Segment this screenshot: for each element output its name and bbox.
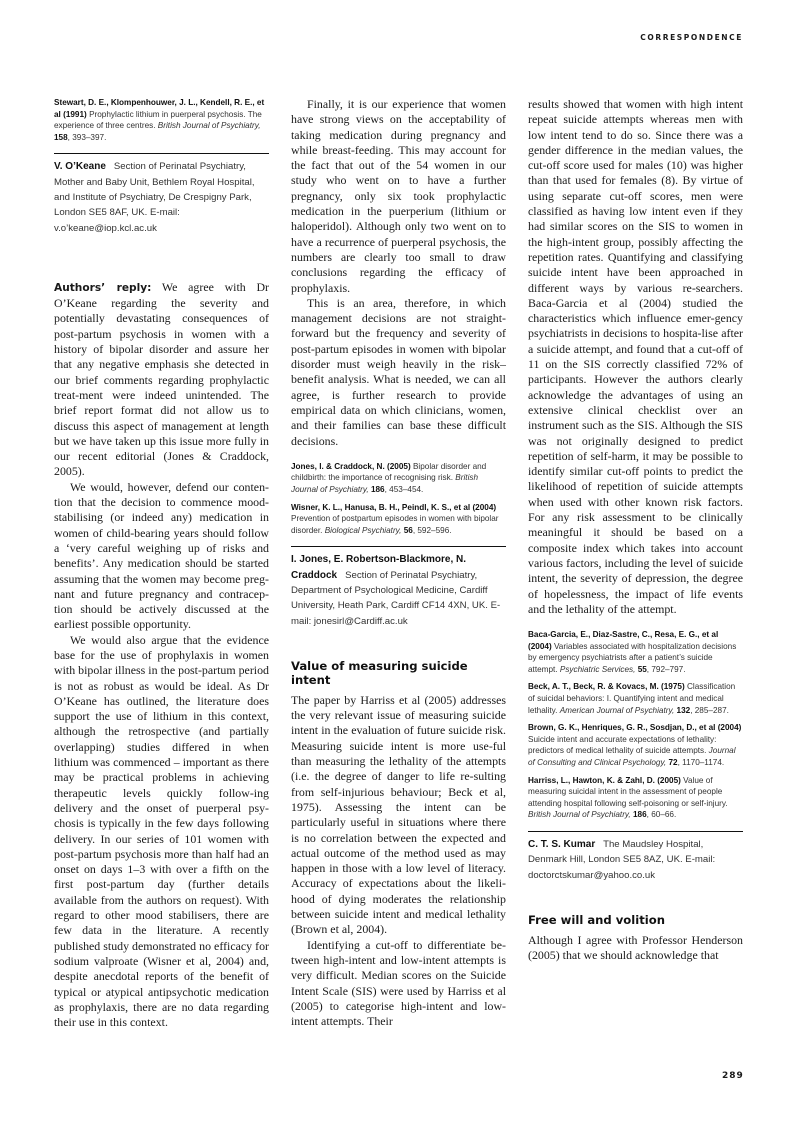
author-signature-jones [291,546,506,628]
ref-pages: , 792–797. [646,664,686,674]
ref-authors: Wisner, K. L., Hanusa, B. H., Peindl, K. S., et al (2004) [291,502,497,512]
column-1 [54,97,269,1030]
authors-reply-paragraph [54,280,269,480]
paragraph: Although I agree with Professor Henderson (2005) that we should acknowledge that [528,932,743,963]
paragraph: Finally, it is our experience that women have strong views on the acceptability of taking medication during pregnancy and while breast-feeding. This may account for the fact that out of the 54 women in our study who went on to have a further pregnancy, only six took prophylactic medication in the puerperium (lithium or haloperidol). Although only two went on to have a recurrence of puerperal psychosis, the numbers are clearly too small to draw conclusions regarding the efficacy of prophylaxis. [291,97,506,295]
section-heading: Value of measuring suicide intent [291,658,468,687]
ref-title: Variables associated with hospitalization decisions by emergency psychiatrists after a patient’s suicide attempt. [528,641,737,674]
reference-beck [528,681,743,716]
ref-authors: Harriss, L., Hawton, K. & Zahl, D. (2005) [528,775,681,785]
ref-title: Prevention of postpartum episodes in women with bipolar disorder. [291,514,499,535]
reference-stewart [54,97,269,143]
ref-pages: , 285–287. [690,705,729,715]
ref-title: Suicide intent and accurate expectations of lethality: predictors of medical lethality of suicide attempts. [528,734,717,756]
author-signature-okeane [54,153,269,235]
ref-title: Prophylactic lithium in puerperal psychosis. The experience of three centres. [54,109,262,131]
reference-jones [291,461,506,496]
ref-journal: Journal of Consulting and Clinical Psychology, [528,746,736,768]
ref-pages: , 60–66. [646,810,677,820]
ref-journal: British Journal of Psychiatry, [157,121,261,131]
ref-authors: Baca-Garcia, E., Diaz-Sastre, C., Resa, E. G., et al (2004) [528,630,719,651]
paragraph: The paper by Harriss et al (2005) addresses the very relevant issue of measuring suicide intent in the evaluation of future suicide risk. Measuring suicide intent is more use-ful than measuring the lethality of the attempts (i.e. the degree of danger to life re-sulting from self-injurious behaviour; Beck et al, 1975). Assessing the intent can be particularly useful in situations where there is no correlation between the expected and actual outcome of the method used as may happen in those with a low level of literacy. Accuracy of expectations about the likeli-hood of dying moderates the relationship between suicide intent and medical lethality (Brown et al, 2004). [291,692,506,937]
paragraph: This is an area, therefore, in which management decisions are not straight-forward but the frequency and severity of post-partum episodes in women with bipolar disorder must weigh heavily in the risk–benefit analysis. What is needed, we can all agree, is further research to provide empirical data on which clinicians, women, and their families can base these difficult decisions. [291,295,506,448]
ref-volume: 186 [632,810,647,820]
column-3 [528,97,743,963]
ref-journal: British Journal of Psychiatry, [528,810,631,820]
ref-volume: 72 [668,758,678,768]
ref-volume: 55 [637,664,647,674]
ref-pages: , 453–454. [384,485,424,495]
ref-pages: , 393–397. [67,132,107,142]
column-2 [291,97,506,1029]
ref-authors: Beck, A. T., Beck, R. & Kovacs, M. (1975) [528,682,685,692]
reference-baca-garcia [528,629,743,675]
reply-lead: Authors’ reply: [54,281,152,294]
ref-title: Classification of suicidal behaviors: I. Quantifying intent and medical lethality. [528,682,736,715]
reference-wisner [291,502,506,537]
ref-pages: , 592–596. [412,525,452,535]
ref-title: Value of measuring suicidal intent in the assessment of people attending hospital following self-poisoning or self-injury. [528,775,728,808]
ref-authors: Brown, G. K., Henriques, G. R., Sosdjan, D., et al (2004) [528,723,742,733]
signature-address: Section of Perinatal Psychiatry, Mother and Baby Unit, Bethlem Royal Hospital, and Institute of Psychiatry, De Crespigny Park, London SE5 8AF, UK. E-mail: v.o’keane@iop.kcl.ac.uk [54,161,255,234]
signature-name: V. O’Keane [54,161,106,173]
paragraph: We would, however, defend our conten-tion that the decision to commence mood-stabilising (or indeed any) medication in women of child-bearing years should follow a ‘very careful weighing up of risks and benefits’. Any medication should be started assuming that the women may become preg-nant and future pregnancy and contracep-tion should be actively discussed at the earliest possible opportunity. [54,479,269,632]
ref-journal: Psychiatric Services, [559,664,636,674]
signature-address: The Maudsley Hospital, Denmark Hill, London SE5 8AZ, UK. E-mail: doctorctskumar@yahoo.co.uk [528,839,716,881]
paragraph: Identifying a cut-off to differentiate be-tween high-intent and low-intent attempts is very difficult. Median scores on the Suicide Intent Scale (SIS) were used by Harriss et al (2005) to categorise high-intent and low-intent attempts. Their [291,937,506,1029]
ref-pages: , 1170–1174. [677,758,725,768]
reference-brown [528,722,743,768]
paragraph-text: We agree with Dr O’Keane regarding the severity and potentially devastating consequences of post-partum psychosis in women with a history of bipolar disorder and assure her that any negative emphasis she detected in our brief comments regarding prophylactic treat-ment were indeed unintended. The brief report format did not allow us to discuss this aspect of management at length but we have taken up this issue more fully in our recent editorial (Jones & Craddock, 2005). [54,279,269,479]
signature-name: I. Jones, E. Robertson-Blackmore, N. Craddock [291,554,467,581]
ref-title: Bipolar disorder and childbirth: the importance of recognising risk. [291,461,487,483]
running-header: CORRESPONDENCE [640,33,743,42]
paragraph: results showed that women with high intent repeat suicide attempts whereas men with low intent tend to do so. Since there was a gender difference in the median values, the cut-off score used for males (10) was higher than that used for females (8). By virtue of using separate cut-off scores, men were classified as having low intent even if they had similar scores on the SIS to women in the high-intent group, possibly affecting the repetition rates. Quantifying and classifying suicide intent have been approached in different ways by various re-searchers. Baca-Garcia et al (2004) studied the characteristics which influence emer-gency psychiatrists in decisions to hospita-lise after a suicide attempt, and found that a cut-off of 11 on the SIS correctly classified 72% of participants. However the authors clearly acknowledge the advantages of using an extensive clinical checklist over an instrument such as the SIS. Although the SIS was not originally designed to predict repetition of self-harm, it may be possible to identify similar cut-off points to predict the likelihood of repetition of suicide attempts when used with other known risk factors. For any risk assessment to be clinically meaningful it should be based on a composite index which takes into account various factors, including the level of suicide intent, the severity of depression, the degree of hopelessness, the impact of life events and the lethality of the attempt. [528,97,743,616]
ref-authors: Jones, I. & Craddock, N. (2005) [291,461,411,471]
ref-authors: Stewart, D. E., Klompenhouwer, J. L., Kendell, R. E., et al (1991) [54,98,265,119]
signature-address: Section of Perinatal Psychiatry, Department of Psychological Medicine, Cardiff University, Heath Park, Cardiff CF14 4XN, UK. E-mail: jonesirl@Cardiff.ac.uk [291,569,501,627]
paragraph: We would also argue that the evidence base for the use of prophylaxis in women with bipolar illness in the post-partum period is not as robust as would be ideal. As Dr O’Keane has outlined, the literature does support the use of lithium in this context, although the retrospective (and partially overlapping) studies differed in when lithium was commenced – important as there may be practical problems in achieving therapeutic levels quickly follow-ing delivery and the onset of puerperal psy-chosis is typically in the few days following delivery. In our series of 101 women with post-partum psychosis more than half had an onset on days 1–3 with over a fifth on the first post-partum day (further details available from the authors on request). With regard to other mood stabilisers, there are few data in the literature. A recently published study demonstrated no efficacy for sodium valproate (Wisner et al, 2004) and, despite anecdotal reports of the benefit of typical or atypical antipsychotic medication as prophylaxis, there are no data regarding their use in this context. [54,632,269,1030]
signature-name: C. T. S. Kumar [528,839,596,850]
ref-volume: 132 [676,705,691,715]
ref-journal: Biological Psychiatry, [324,525,402,535]
section-heading: Free will and volition [528,912,665,927]
ref-volume: 158 [54,132,68,142]
ref-volume: 56 [403,525,413,535]
reference-harriss [528,775,743,821]
ref-volume: 186 [370,485,385,495]
ref-journal: British Journal of Psychiatry, [291,473,479,495]
page-number: 289 [722,1071,744,1081]
ref-journal: American Journal of Psychiatry, [559,705,675,715]
author-signature-kumar [528,831,743,883]
